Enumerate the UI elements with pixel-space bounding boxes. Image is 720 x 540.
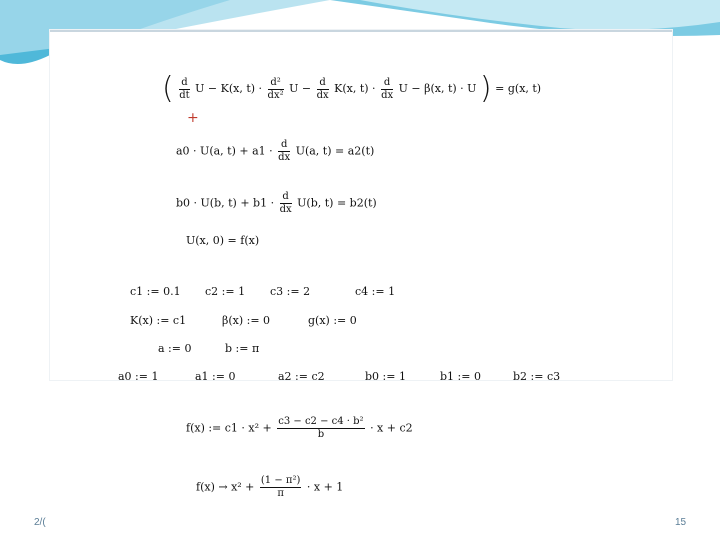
f-evaluation: f(x) → x² + $\frac{\text{(1 − π²)}}{\pi}$ · x + 1 [196, 475, 344, 499]
second-derivative: $\frac{\text{d²}}{\text{dx²}}$ [267, 76, 284, 101]
f-definition: f(x) := c1 · x² + $\frac{\text{c3 − c2 − c4 · b²}}{b}$ · x + c2 [186, 416, 413, 440]
def-g: g(x) := 0 [308, 314, 357, 327]
const-c3: c3 := 2 [270, 285, 311, 298]
def-b2: b2 := c3 [513, 370, 561, 383]
time-derivative: $\frac{d}{dt}$ [179, 76, 190, 101]
def-a2: a2 := c2 [278, 370, 325, 383]
const-c4: c4 := 1 [355, 285, 396, 298]
pde-rhs: g(x, t) [507, 82, 542, 95]
footer-date: 2/( [34, 517, 46, 528]
equals-sign: = [495, 82, 508, 95]
initial-condition: U(x, 0) = f(x) [186, 234, 260, 247]
def-a: a := 0 [158, 342, 192, 355]
term-k: K(x, t) · [334, 82, 376, 95]
boundary-left: a0 · U(a, t) + a1 · $\frac{d}{dx}$ U(a, t) = a2(t) [176, 139, 375, 163]
left-paren: ( [162, 71, 174, 106]
plus-marker: + [187, 110, 199, 126]
def-k: K(x) := c1 [130, 314, 187, 327]
first-derivative-k: $\frac{d}{dx}$ [316, 76, 329, 101]
term-u: U − [289, 82, 312, 95]
page-number: 15 [675, 517, 687, 528]
def-b0: b0 := 1 [365, 370, 406, 383]
def-beta: β(x) := 0 [222, 314, 271, 327]
first-derivative-u: $\frac{d}{dx}$ [381, 76, 394, 101]
const-c2: c2 := 1 [205, 285, 246, 298]
right-paren: ) [479, 71, 492, 106]
def-a1: a1 := 0 [195, 370, 236, 383]
def-b1: b1 := 0 [440, 370, 481, 383]
const-c1: c1 := 0.1 [130, 285, 181, 298]
def-b: b := π [225, 342, 260, 355]
boundary-right: b0 · U(b, t) + b1 · $\frac{d}{dx}$ U(b, t) = b2(t) [176, 191, 377, 215]
pde-equation [162, 71, 542, 106]
term-diffusion: U − K(x, t) · [195, 82, 263, 95]
term-beta: U − β(x, t) · U [398, 82, 477, 95]
def-a0: a0 := 1 [118, 370, 159, 383]
worksheet-bottom [50, 392, 672, 532]
